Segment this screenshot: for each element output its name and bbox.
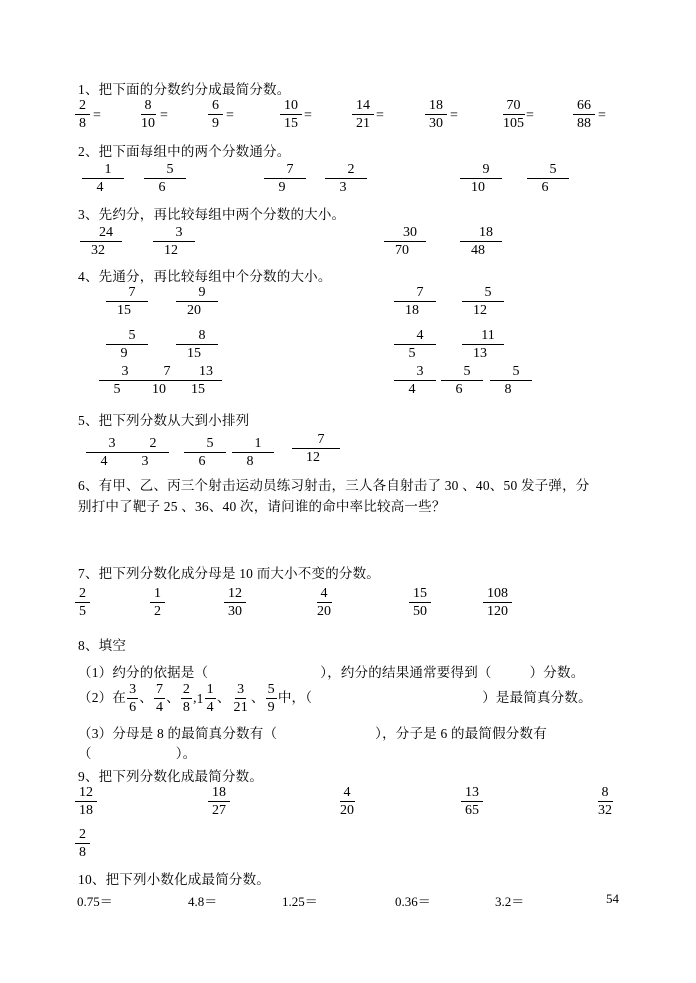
q1-fraction-5: $\frac{14}{21}$: [352, 99, 374, 131]
q1-equals-1: =: [93, 108, 101, 123]
q8-fraction-2: $\frac{7}{4}$: [155, 682, 164, 715]
q1-fraction-8: $\frac{66}{88}$: [573, 99, 595, 131]
q4-fraction-3: $\frac{7}{18}$: [394, 286, 436, 318]
q8-title: 8、填空: [78, 638, 127, 653]
q8-fraction-1: $\frac{3}{6}$: [129, 682, 137, 715]
q10-item-5: 3.2＝: [495, 894, 525, 909]
q9-fraction-4: $\frac{13}{65}$: [461, 786, 483, 818]
q1-equals-4: =: [304, 108, 312, 123]
q5-fraction-5: $\frac{7}{12}$: [292, 433, 340, 465]
q8-fraction-5: $\frac{3}{21}$: [233, 682, 248, 715]
q4-fraction-11: $\frac{13}{15}$: [180, 365, 222, 397]
q5-fraction-3: $\frac{5}{6}$: [184, 437, 226, 469]
q10-item-2: 4.8＝: [188, 894, 218, 909]
q8-part-3-cont: （ ）。: [78, 746, 197, 761]
q1-fraction-1: $\frac{2}{8}$: [75, 99, 90, 131]
q10-item-4: 0.36＝: [395, 894, 431, 909]
q8-fraction-6: $\frac{5}{9}$: [267, 682, 275, 715]
q4-fraction-2: $\frac{9}{20}$: [176, 286, 218, 318]
q7-title: 7、把下列分数化成分母是 10 而大小不变的分数。: [78, 566, 380, 581]
q1-equals-7: =: [526, 108, 534, 123]
q3-title: 3、先约分，再比较每组中两个分数的大小。: [78, 207, 346, 222]
q2-fraction-1: $\frac{1}{4}$: [82, 163, 124, 195]
q4-fraction-10: $\frac{7}{10}$: [141, 365, 183, 397]
q9-fraction-5: $\frac{8}{32}$: [598, 785, 612, 818]
q4-fraction-1: $\frac{7}{15}$: [106, 286, 148, 318]
q3-fraction-3: $\frac{30}{70}$: [384, 226, 426, 258]
q5-fraction-2: $\frac{2}{3}$: [127, 437, 169, 469]
q3-fraction-2: $\frac{3}{12}$: [153, 226, 195, 258]
q4-fraction-7: $\frac{4}{5}$: [394, 329, 436, 361]
q2-fraction-4: $\frac{2}{3}$: [325, 163, 367, 195]
q4-fraction-6: $\frac{8}{15}$: [176, 329, 218, 361]
q1-equals-3: =: [226, 108, 234, 123]
q1-fraction-6: $\frac{18}{30}$: [425, 99, 447, 131]
q9-title: 9、把下列分数化成最简分数。: [78, 769, 264, 784]
q7-fraction-5: $\frac{15}{50}$: [409, 587, 431, 619]
q3-fraction-4: $\frac{18}{48}$: [460, 226, 502, 258]
q7-fraction-3: $\frac{12}{30}$: [224, 587, 246, 619]
q6-line-1: 6、有甲、乙、丙三个射击运动员练习射击，三人各自射击了 30 、40、50 发子弹，分: [78, 478, 590, 493]
q4-title: 4、先通分，再比较每组中个分数的大小。: [78, 269, 332, 284]
q1-equals-5: =: [376, 108, 384, 123]
q1-equals-6: =: [450, 108, 458, 123]
q10-item-1: 0.75＝: [77, 894, 113, 909]
q2-fraction-6: $\frac{5}{6}$: [527, 163, 569, 195]
q1-fraction-4: $\frac{10}{15}$: [280, 99, 302, 131]
q4-fraction-9: $\frac{3}{5}$: [99, 365, 141, 397]
q5-fraction-1: $\frac{3}{4}$: [86, 437, 128, 469]
q1-title: 1、把下面的分数约分成最简分数。: [78, 82, 291, 97]
q10-title: 10、把下列小数化成最简分数。: [78, 872, 270, 887]
q8-part-3: （3）分母是 8 的最简真分数有（ ），分子是 6 的最简假分数有: [78, 726, 547, 741]
q2-fraction-3: $\frac{7}{9}$: [264, 163, 306, 195]
q4-fraction-12: $\frac{3}{4}$: [394, 365, 436, 397]
q4-fraction-8: $\frac{11}{13}$: [462, 329, 504, 361]
q1-equals-2: =: [160, 108, 168, 123]
q2-title: 2、把下面每组中的两个分数通分。: [78, 144, 291, 159]
q5-fraction-4: $\frac{1}{8}$: [232, 437, 274, 469]
q7-fraction-1: $\frac{2}{5}$: [75, 587, 90, 619]
q8-part-1: （1）约分的依据是（ ），约分的结果通常要得到（ ）分数。: [78, 665, 585, 680]
q9-fraction-3: $\frac{4}{20}$: [340, 785, 354, 818]
q2-fraction-2: $\frac{5}{6}$: [144, 163, 186, 195]
q9-fraction-2: $\frac{18}{27}$: [208, 786, 230, 818]
q8-fraction-3: $\frac{2}{8}$: [182, 682, 191, 715]
q5-title: 5、把下列分数从大到小排列: [78, 413, 250, 428]
q10-item-6: 54: [606, 891, 619, 906]
q7-fraction-4: $\frac{4}{20}$: [317, 586, 331, 619]
q4-fraction-13: $\frac{5}{6}$: [441, 365, 483, 397]
q4-fraction-5: $\frac{5}{9}$: [106, 329, 148, 361]
q4-fraction-14: $\frac{5}{8}$: [490, 365, 532, 397]
q1-fraction-2: $\frac{8}{10}$: [141, 98, 155, 131]
q1-equals-8: =: [598, 108, 606, 123]
q3-fraction-1: $\frac{24}{32}$: [80, 226, 122, 258]
q7-fraction-2: $\frac{1}{2}$: [150, 587, 165, 619]
q2-fraction-5: $\frac{9}{10}$: [460, 163, 502, 195]
q1-fraction-3: $\frac{6}{9}$: [208, 99, 223, 131]
q9-fraction-1: $\frac{12}{18}$: [75, 786, 97, 818]
q10-item-3: 1.25＝: [282, 894, 318, 909]
q1-fraction-7: $\frac{70}{105}$: [503, 98, 524, 131]
q8-fraction-4: $\frac{1}{4}$: [206, 682, 214, 715]
q7-fraction-6: $\frac{108}{120}$: [483, 587, 512, 619]
q6-line-2: 别打中了靶子 25 、36、40 次，请问谁的命中率比较高一些？: [78, 499, 446, 514]
q8-part-2: （2）在 $\frac{3}{6}$ 、 $\frac{7}{4}$ 、 $\frac{2}{8}$ ,1 $\frac{1}{4}$ 、 $\frac{3}{21}$ 、 $\frac{5}{9}$ 中，（ ）是最简真分数。: [78, 682, 592, 715]
q4-fraction-4: $\frac{5}{12}$: [462, 286, 504, 318]
q9-fraction-6: $\frac{2}{8}$: [75, 828, 90, 860]
